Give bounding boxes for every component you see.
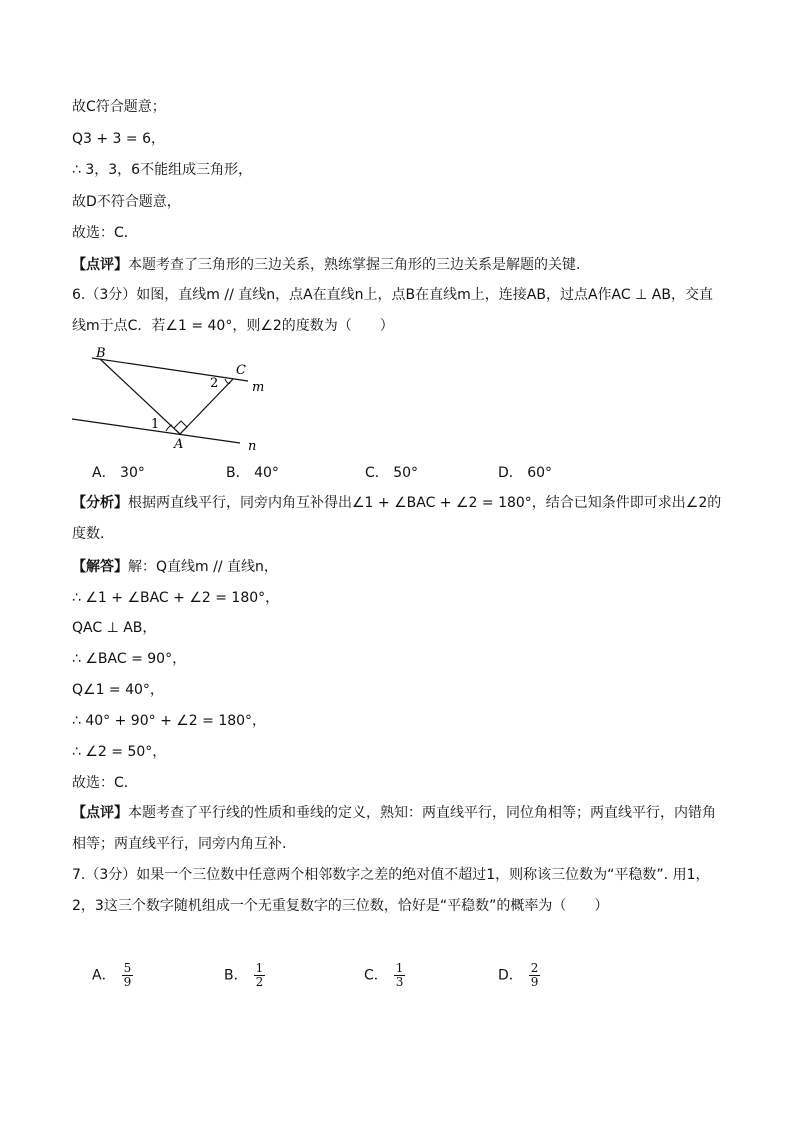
right-angle-mark bbox=[174, 421, 187, 434]
line-conclusion-c: 故C符合题意； bbox=[72, 99, 166, 115]
q6-solution-head bbox=[72, 557, 278, 577]
line-conclusion-d: 故D不符合题意， bbox=[72, 194, 181, 210]
label-angle-1: 1 bbox=[151, 417, 160, 432]
q6-comment bbox=[72, 798, 724, 860]
comment-text: 本题考查了平行线的性质和垂线的定义，熟知：两直线平行，同位角相等；两直线平行，内错角相等；两直线平行，同旁内角互补. bbox=[72, 805, 716, 852]
angle-1-arc bbox=[166, 425, 172, 431]
label-n: n bbox=[248, 439, 257, 454]
segment-ac bbox=[180, 379, 233, 434]
line-m bbox=[92, 358, 248, 381]
comment-q5 bbox=[72, 255, 580, 275]
q7-option-d[interactable]: D． $\frac{2}{9}$ bbox=[498, 961, 539, 989]
line-sum: Q3 + 3 = 6， bbox=[72, 131, 166, 147]
comment-tag: 【点评】 bbox=[72, 805, 128, 821]
label-m: m bbox=[252, 380, 265, 395]
q7-option-a[interactable]: A． $\frac{5}{9}$ bbox=[92, 961, 132, 989]
comment-text: 本题考查了三角形的三边关系，熟练掌握三角形的三边关系是解题的关键. bbox=[128, 257, 581, 273]
label-b: B bbox=[96, 346, 106, 361]
q6-figure bbox=[70, 344, 270, 456]
solution-step: 故选：C． bbox=[72, 775, 138, 791]
q6-option-a[interactable]: A． 30° bbox=[92, 465, 145, 481]
q6-stem: 6.（3分）如图，直线m // 直线n，点A在直线n上，点B在直线m上，连接AB，过点A作AC ⊥ AB，交直线m于点C．若∠1 = 40°，则∠2的度数为（ ） bbox=[72, 287, 713, 334]
q6-option-d[interactable]: D． 60° bbox=[498, 465, 553, 481]
analysis-tag: 【分析】 bbox=[72, 495, 128, 511]
solution-step: QAC ⊥ AB， bbox=[72, 620, 157, 636]
solution-tag: 【解答】 bbox=[72, 559, 128, 575]
q6-option-b[interactable]: B． 40° bbox=[226, 465, 279, 481]
q7-stem: 7.（3分）如果一个三位数中任意两个相邻数字之差的绝对值不超过1，则称该三位数为“平稳数”. 用1，2，3这三个数字随机组成一个无重复数字的三位数，恰好是“平稳数”的概率为（ ） bbox=[72, 867, 710, 914]
label-angle-2: 2 bbox=[210, 376, 219, 391]
comment-tag: 【点评】 bbox=[72, 257, 128, 273]
q7-option-b[interactable]: B． $\frac{1}{2}$ bbox=[224, 961, 264, 989]
q7-options bbox=[92, 962, 592, 996]
q6-analysis bbox=[72, 488, 724, 550]
line-answer-q5: 故选：C． bbox=[72, 225, 138, 241]
solution-step: ∴ ∠2 = 50°， bbox=[72, 744, 167, 760]
label-c: C bbox=[236, 363, 246, 378]
line-not-triangle: ∴ 3，3，6不能组成三角形， bbox=[72, 162, 253, 178]
solution-step: ∴ ∠BAC = 90°， bbox=[72, 651, 187, 667]
solution-head-text: 解：Q直线m // 直线n， bbox=[128, 559, 278, 575]
q7-option-c[interactable]: C． $\frac{1}{3}$ bbox=[364, 961, 404, 989]
solution-step: Q∠1 = 40°， bbox=[72, 682, 164, 698]
analysis-text: 根据两直线平行，同旁内角互补得出∠1 + ∠BAC + ∠2 = 180°，结合已知条件即可求出∠2的度数. bbox=[72, 495, 722, 542]
segment-ab bbox=[100, 359, 180, 434]
solution-step: ∴ ∠1 + ∠BAC + ∠2 = 180°， bbox=[72, 590, 280, 606]
label-a: A bbox=[174, 437, 184, 452]
q6-option-c[interactable]: C． 50° bbox=[365, 465, 419, 481]
solution-step: ∴ 40° + 90° + ∠2 = 180°， bbox=[72, 713, 267, 729]
